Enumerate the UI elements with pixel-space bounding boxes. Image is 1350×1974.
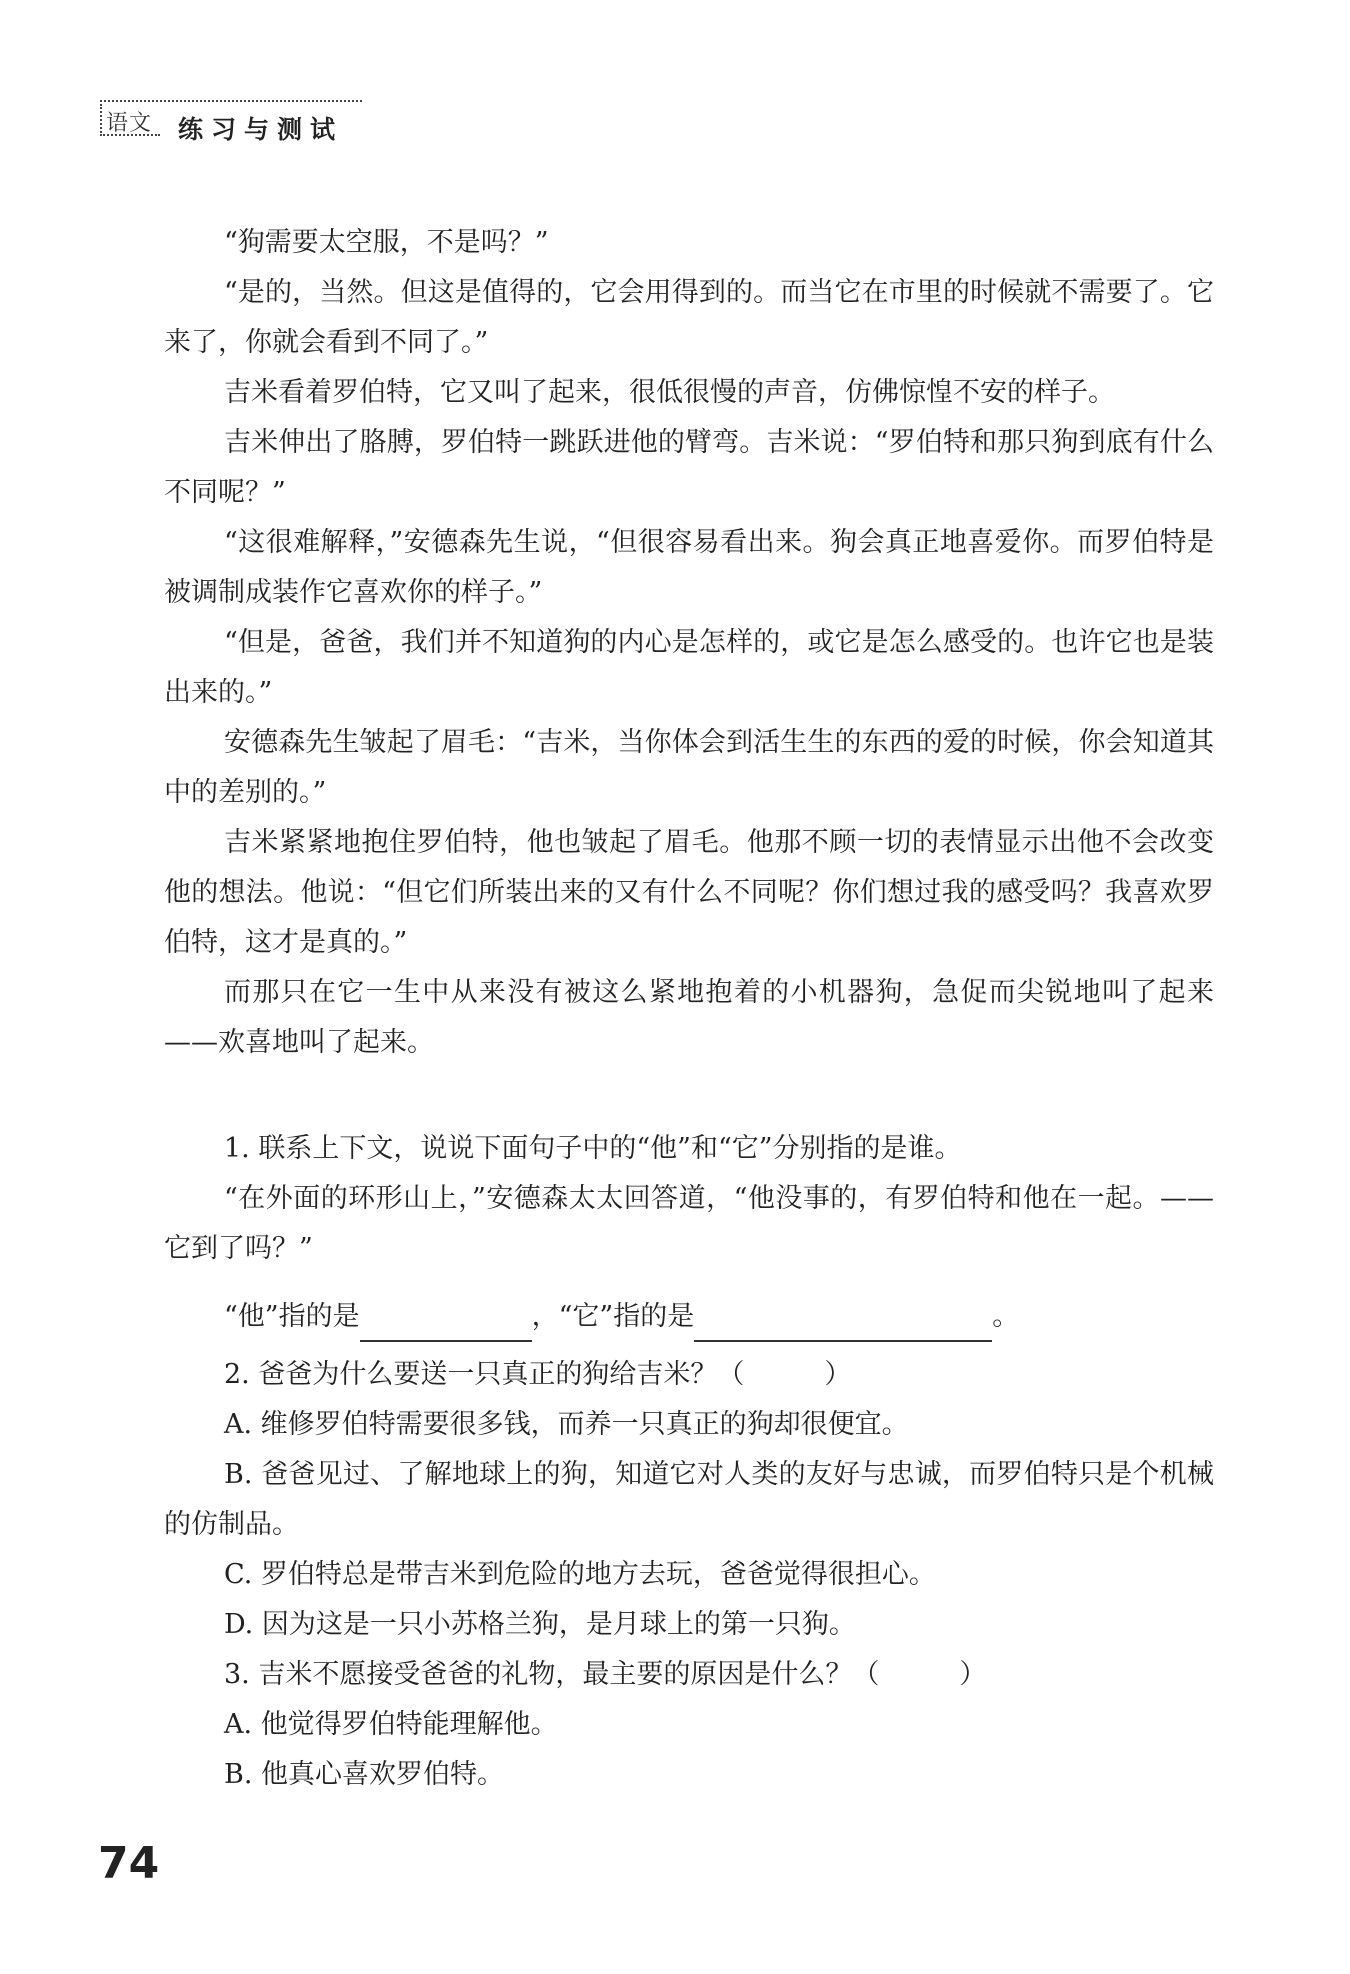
- page-number: 74: [98, 1838, 160, 1889]
- answer-blank-he[interactable]: [360, 1308, 532, 1342]
- question-3-close: ）: [959, 1659, 987, 1690]
- question-1-fill-line: [164, 1292, 1214, 1342]
- exercise-questions: [164, 1124, 1214, 1800]
- passage-paragraph: 吉米看着罗伯特，它又叫了起来，很低很慢的声音，仿佛惊惶不安的样子。: [224, 377, 1115, 408]
- question-2-text: 2. 爸爸为什么要送一只真正的狗给吉米？（: [224, 1359, 745, 1390]
- question-3-prompt: [164, 1650, 1214, 1700]
- passage-paragraph: 吉米伸出了胳膊，罗伯特一跳跃进他的臂弯。吉米说：“罗伯特和那只狗到底有什么不同呢？”: [164, 427, 1214, 508]
- passage-paragraph: “狗需要太空服，不是吗？”: [224, 227, 549, 258]
- question-2-option: B. 爸爸见过、了解地球上的狗，知道它对人类的友好与忠诚，而罗伯特只是个机械的仿制品。: [164, 1459, 1214, 1540]
- question-3-text: 3. 吉米不愿接受爸爸的礼物，最主要的原因是什么？（: [224, 1659, 880, 1690]
- passage-paragraph: “但是，爸爸，我们并不知道狗的内心是怎样的，或它是怎么感受的。也许它也是装出来的。”: [164, 627, 1214, 708]
- fill-it-label: ，“它”指的是: [531, 1301, 695, 1332]
- reading-passage: [164, 218, 1214, 1068]
- subject-label: 语文: [106, 111, 153, 136]
- question-2-prompt: [164, 1350, 1214, 1400]
- question-2-close: ）: [824, 1359, 852, 1390]
- book-title: 练习与测试: [178, 115, 344, 144]
- header-dotted-rule: [100, 100, 362, 102]
- question-3-option: A. 他觉得罗伯特能理解他。: [224, 1709, 558, 1740]
- question-3-option: B. 他真心喜欢罗伯特。: [224, 1759, 505, 1790]
- passage-paragraph: 安德森先生皱起了眉毛：“吉米，当你体会到活生生的东西的爱的时候，你会知道其中的差别的。”: [164, 727, 1214, 808]
- fill-he-label: “他”指的是: [224, 1301, 360, 1332]
- answer-blank-it[interactable]: [694, 1308, 992, 1342]
- question-1-quote: “在外面的环形山上，”安德森太太回答道，“他没事的，有罗伯特和他在一起。——它到了吗？”: [164, 1183, 1214, 1264]
- question-2-option: D. 因为这是一只小苏格兰狗，是月球上的第一只狗。: [224, 1609, 856, 1640]
- question-2-option: C. 罗伯特总是带吉米到危险的地方去玩，爸爸觉得很担心。: [224, 1559, 936, 1590]
- passage-paragraph: “这很难解释，”安德森先生说，“但很容易看出来。狗会真正地喜爱你。而罗伯特是被调制成装作它喜欢你的样子。”: [164, 527, 1214, 608]
- question-1-prompt: 1. 联系上下文，说说下面句子中的“他”和“它”分别指的是谁。: [224, 1133, 962, 1164]
- passage-paragraph: 吉米紧紧地抱住罗伯特，他也皱起了眉毛。他那不顾一切的表情显示出他不会改变他的想法。他说：“但它们所装出来的又有什么不同呢？你们想过我的感受吗？我喜欢罗伯特，这才是真的。”: [164, 827, 1214, 958]
- page-header: [100, 100, 362, 144]
- subject-box: [100, 104, 160, 136]
- passage-paragraph: “是的，当然。但这是值得的，它会用得到的。而当它在市里的时候就不需要了。它来了，你就会看到不同了。”: [164, 277, 1214, 358]
- question-2-option: A. 维修罗伯特需要很多钱，而养一只真正的狗却很便宜。: [224, 1409, 909, 1440]
- fill-end-mark: 。: [992, 1301, 1020, 1332]
- passage-paragraph: 而那只在它一生中从来没有被这么紧地抱着的小机器狗，急促而尖锐地叫了起来——欢喜地叫了起来。: [164, 977, 1214, 1058]
